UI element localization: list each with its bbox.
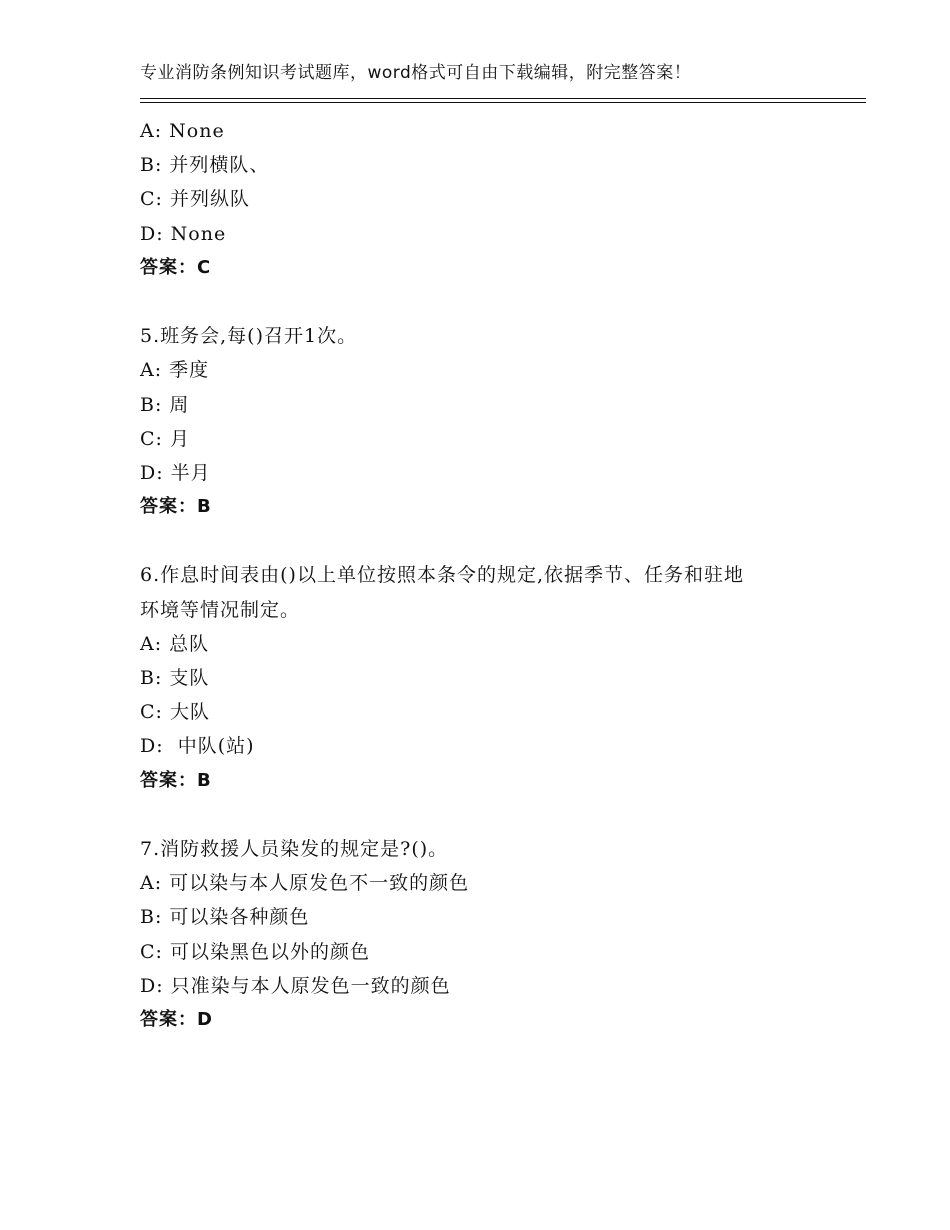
question-list xyxy=(140,114,840,1037)
question-text: 6.作息时间表由()以上单位按照本条令的规定,依据季节、任务和驻地 xyxy=(140,564,744,587)
option-c: C: 可以染黑色以外的颜色 xyxy=(140,940,370,963)
option-a: A: 可以染与本人原发色不一致的颜色 xyxy=(140,872,470,895)
answer-text: 答案：B xyxy=(140,496,212,518)
answer-text: 答案：C xyxy=(140,256,212,278)
option-d: D: 半月 xyxy=(140,461,211,484)
question-block-6 xyxy=(140,558,840,797)
answer-text: 答案：D xyxy=(140,1008,213,1030)
question-block-4 xyxy=(140,114,840,285)
page-header: 专业消防条例知识考试题库，word格式可自由下载编辑，附完整答案！ xyxy=(140,63,692,83)
option-c: C: 并列纵队 xyxy=(140,188,250,211)
spacer xyxy=(140,285,840,319)
option-a: A: 季度 xyxy=(140,359,210,382)
header-divider xyxy=(140,98,866,99)
option-b: B: 支队 xyxy=(140,667,210,689)
question-text: 5.班务会,每()召开1次。 xyxy=(140,325,358,348)
option-b: B: 并列横队、 xyxy=(140,154,270,177)
spacer xyxy=(140,798,840,832)
question-block-5 xyxy=(140,319,840,524)
option-c: C: 月 xyxy=(140,427,190,450)
option-d: D: 只准染与本人原发色一致的颜色 xyxy=(140,974,451,997)
option-d: D: None xyxy=(140,222,227,245)
option-b: B: 周 xyxy=(140,393,190,416)
spacer xyxy=(140,524,840,558)
answer-text: 答案：B xyxy=(140,769,212,791)
option-a: A: None xyxy=(140,120,225,142)
header-divider xyxy=(140,102,866,103)
question-text-continued: 环境等情况制定。 xyxy=(140,598,301,621)
option-d: D: 中队(站) xyxy=(140,735,255,758)
question-text: 7.消防救援人员染发的规定是?()。 xyxy=(140,837,449,860)
option-b: B: 可以染各种颜色 xyxy=(140,906,310,929)
option-c: C: 大队 xyxy=(140,701,210,724)
question-block-7 xyxy=(140,832,840,1037)
option-a: A: 总队 xyxy=(140,632,210,655)
